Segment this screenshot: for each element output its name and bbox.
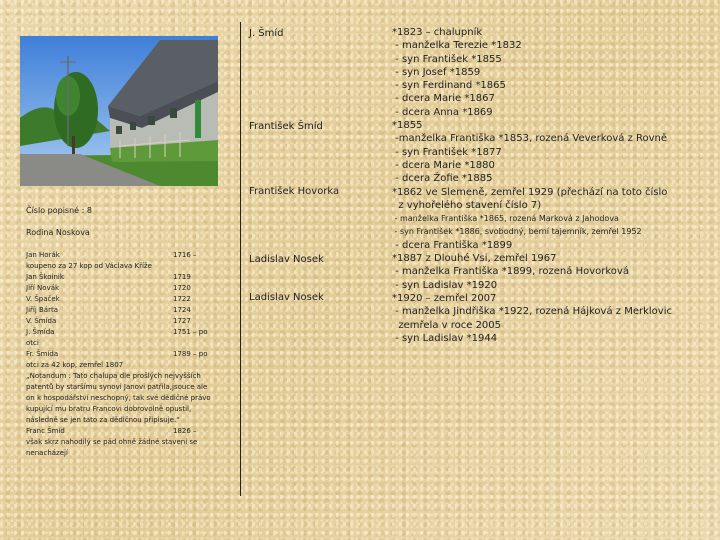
history-year: 1826 –: [173, 427, 197, 435]
family-name: Rodina Noskova: [26, 228, 90, 237]
history-row: [26, 338, 226, 349]
genealogy-line: *1823 – chalupník: [392, 27, 483, 38]
genealogy-line: - syn Ferdinand *1865: [392, 80, 506, 92]
person-name: Ladislav Nosek: [249, 292, 324, 303]
history-year: 1716 –: [173, 251, 197, 259]
genealogy-line: *1887 z Dlouhé Vsi, zemřel 1967: [392, 253, 557, 265]
genealogy-line: - syn Ladislav *1920: [392, 279, 498, 291]
history-row: [26, 426, 226, 437]
history-owner: Jiříj Bárta: [26, 306, 59, 314]
history-owner: otci za 42 kop, zemřel 1807: [26, 361, 124, 369]
history-year: 1751 – po: [173, 328, 208, 336]
genealogy-line: - dcera Žofie *1885: [392, 173, 493, 185]
history-owner: J. Šmída: [26, 328, 55, 336]
history-year: 1720: [173, 284, 191, 292]
history-owner: koupeno za 27 kop od Václava Kříže: [26, 262, 152, 270]
history-row: [26, 360, 226, 371]
genealogy-line: - syn František *1886, svobodný, berní tajemník, zemřel 1952: [392, 227, 642, 237]
person-name: Ladislav Nosek: [249, 254, 324, 265]
genealogy-line: *1855: [392, 120, 423, 132]
genealogy-line: - dcera Marie *1880: [392, 159, 495, 171]
genealogy-line: *1862 ve Slemeně, zemřel 1929 (přechází na toto číslo: [392, 186, 668, 198]
history-owner: V. Šmída: [26, 317, 57, 325]
history-owner: otci: [26, 339, 39, 347]
genealogy-line: - dcera Anna *1869: [392, 106, 493, 118]
history-owner: Jan Škoinik: [26, 273, 64, 281]
history-row: [26, 261, 226, 272]
history-row: [26, 250, 226, 261]
genealogy-line: - manželka Františka *1899, rozená Hovorková: [392, 266, 629, 278]
house-number: Číslo popisné : 8: [26, 206, 92, 215]
history-owner: Franc Šmíd: [26, 427, 65, 435]
person-name: J. Šmíd: [249, 28, 284, 39]
history-row: [26, 349, 226, 360]
history-row: [26, 305, 226, 316]
history-row: [26, 294, 226, 305]
history-owner: Fr. Šmída: [26, 350, 59, 358]
history-note: však skrz nahodilý se pád ohně žádné staveni se nenacházejí: [26, 438, 198, 457]
owner-history: [26, 250, 226, 459]
genealogy-text: [392, 26, 692, 345]
history-year: 1719: [173, 273, 191, 281]
house-photo: [20, 36, 218, 186]
genealogy-line: - syn František *1855: [392, 53, 502, 65]
genealogy-line: - manželka Františka *1865, rozená Marková z Jahodova: [392, 214, 619, 224]
person-name: František Šmíd: [249, 121, 323, 132]
history-owner: V. Špaček: [26, 295, 60, 303]
genealogy-line: *1920 – zemřel 2007: [392, 292, 497, 304]
history-year: 1722: [173, 295, 191, 303]
history-year: 1724: [173, 306, 191, 314]
history-owner: Jan Horák: [26, 251, 60, 259]
history-row: [26, 283, 226, 294]
person-name: František Hovorka: [249, 186, 340, 197]
genealogy-line: - dcera Františka *1899: [392, 239, 513, 251]
genealogy-line: z vyhořelého stavení číslo 7): [392, 199, 542, 211]
history-row: [26, 316, 226, 327]
history-note: „Notandum : Tato chalupa dle prošlých nejvyšších patentů by staršímu synovi Janovi patřila,jsouce ale on k hospodářství neschopný, tak své dědičné právo kupující mu bratru Francovi dobrovolně opustil, následně se jen tato za dědičnou připisuje.“: [26, 372, 211, 424]
history-year: 1789 – po: [173, 350, 208, 358]
genealogy-line: - manželka Terezie *1832: [392, 40, 522, 52]
genealogy-line: zemřela v roce 2005: [392, 319, 502, 331]
genealogy-line: - manželka Jindřiška *1922, rozená Hájková z Merklovic: [392, 306, 672, 318]
genealogy-line: -manželka Františka *1853, rozená Veverková z Rovně: [392, 133, 668, 145]
history-row: [26, 272, 226, 283]
genealogy-line: - dcera Marie *1867: [392, 93, 495, 105]
genealogy-line: - syn Josef *1859: [392, 66, 481, 78]
history-year: 1727: [173, 317, 191, 325]
genealogy-line: - syn František *1877: [392, 146, 502, 158]
history-row: [26, 327, 226, 338]
column-divider: [240, 22, 241, 496]
genealogy-line: - syn Ladislav *1944: [392, 332, 498, 344]
history-owner: Jiří Novák: [26, 284, 60, 292]
